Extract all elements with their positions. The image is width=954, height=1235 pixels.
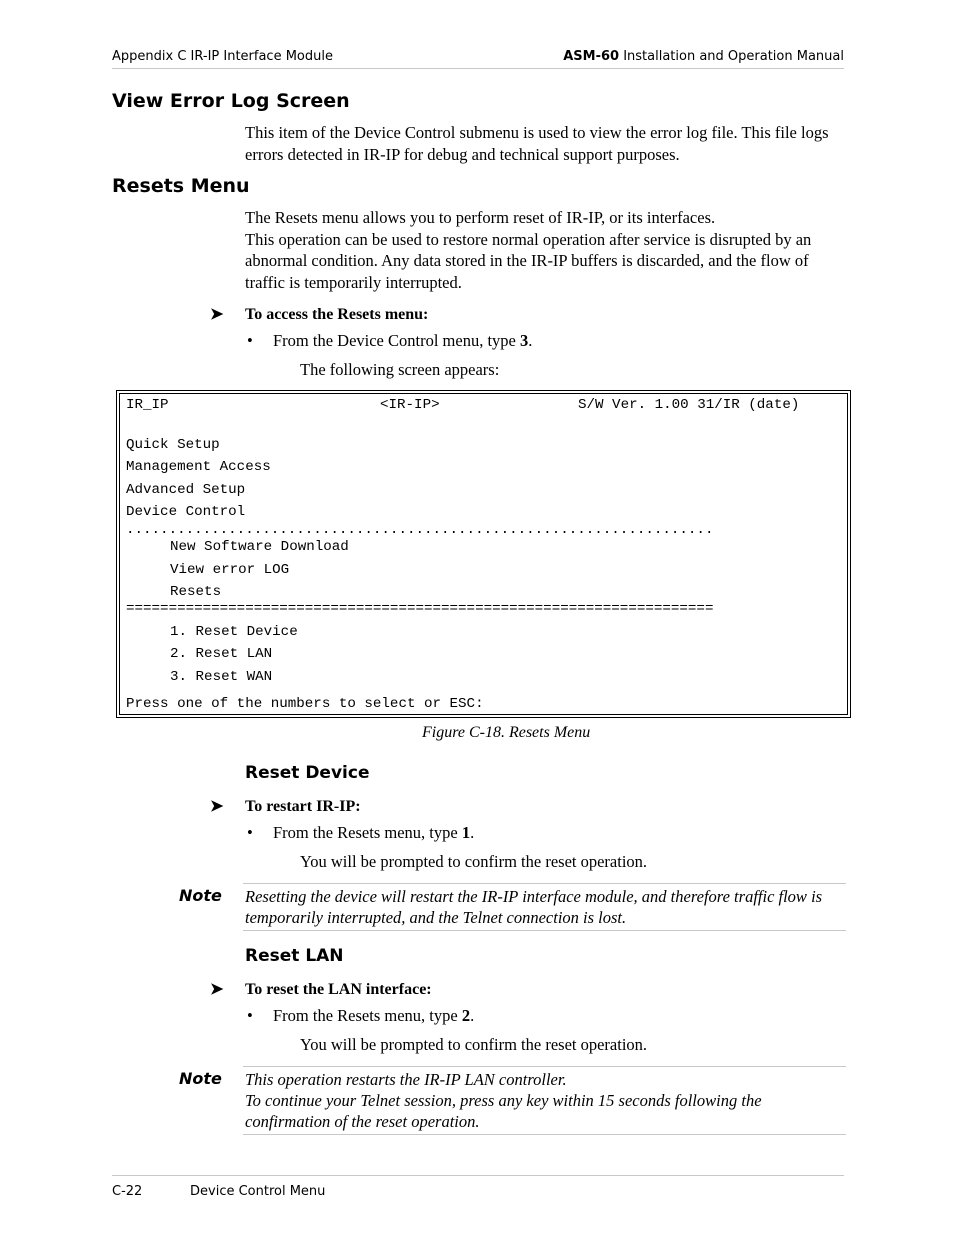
- resets-menu-heading: Resets Menu: [112, 175, 250, 197]
- arrow-icon: ➤: [210, 306, 224, 323]
- screen-prompt: Press one of the numbers to select or ESC:: [126, 696, 484, 712]
- screen-menu-item: Advanced Setup: [126, 482, 246, 498]
- reset-device-heading: Reset Device: [245, 763, 370, 783]
- screen-option: 3. Reset WAN: [170, 669, 273, 685]
- resets-menu-body-rest: This operation can be used to restore normal operation after service is disrupted by an abnormal condition. Any data stored in the IR-IP buffers is discarded, and the flow of traffic is temporarily interrupted.: [245, 229, 812, 292]
- screen-submenu-item: View error LOG: [170, 562, 290, 578]
- bullet-icon: •: [247, 823, 253, 842]
- procedure-title: To reset the LAN interface:: [245, 981, 432, 998]
- header-manual-rest: Installation and Operation Manual: [619, 49, 844, 64]
- note-line: This operation restarts the IR-IP LAN controller.: [245, 1070, 567, 1089]
- terminal-inner-frame: [119, 393, 848, 715]
- step-reset-lan: • From the Resets menu, type 2.: [247, 1006, 475, 1025]
- screen-option: 1. Reset Device: [170, 624, 298, 640]
- step-restart: • From the Resets menu, type 1.: [247, 823, 475, 842]
- screen-option: 2. Reset LAN: [170, 646, 273, 662]
- resets-menu-body-line1: The Resets menu allows you to perform reset of IR-IP, or its interfaces.: [245, 208, 716, 227]
- confirm-text: You will be prompted to confirm the reset operation.: [300, 852, 648, 871]
- header-product: ASM-60: [563, 49, 620, 64]
- terminal-screen: [116, 390, 851, 718]
- procedure-restart: [210, 796, 361, 816]
- header-manual-title: [563, 49, 844, 64]
- screen-double-separator: =====================================================================: [126, 601, 714, 617]
- screen-submenu-item: New Software Download: [170, 539, 349, 555]
- note-line: To continue your Telnet session, press any key within 15 seconds following the confirmation of the reset operation.: [245, 1091, 762, 1131]
- note-reset-lan: [243, 1066, 846, 1135]
- view-error-log-heading: View Error Log Screen: [112, 90, 350, 112]
- screen-menu-item: Quick Setup: [126, 437, 220, 453]
- reset-lan-heading: Reset LAN: [245, 946, 344, 966]
- page-footer: [112, 1175, 844, 1206]
- screen-submenu-item: Resets: [170, 584, 222, 600]
- following-screen-text: The following screen appears:: [300, 360, 500, 379]
- header-chapter: Appendix C IR-IP Interface Module: [112, 49, 333, 64]
- footer-section: Device Control Menu: [190, 1184, 326, 1199]
- arrow-icon: ➤: [210, 981, 224, 998]
- procedure-title: To access the Resets menu:: [245, 306, 429, 323]
- procedure-access-resets: [210, 304, 428, 324]
- bullet-icon: •: [247, 331, 253, 350]
- screen-header-right: S/W Ver. 1.00 31/IR (date): [578, 397, 800, 413]
- bullet-icon: •: [247, 1006, 253, 1025]
- confirm-text: You will be prompted to confirm the reset operation.: [300, 1035, 648, 1054]
- note-label: Note: [179, 1069, 222, 1088]
- procedure-title: To restart IR-IP:: [245, 798, 361, 815]
- note-reset-device: Resetting the device will restart the IR-IP interface module, and therefore traffic flow is temporarily interrupted, and the Telnet connection is lost.: [243, 883, 846, 931]
- screen-header-center: <IR-IP>: [380, 397, 440, 413]
- resets-menu-body: [245, 207, 845, 293]
- note-label: Note: [179, 886, 222, 905]
- view-error-log-body: This item of the Device Control submenu is used to view the error log file. This file logs errors detected in IR-IP for debug and technical support purposes.: [245, 123, 829, 164]
- screen-dotted-separator: .....................................................................: [126, 522, 714, 538]
- arrow-icon: ➤: [210, 798, 224, 815]
- page-header: [112, 48, 844, 69]
- step-access-resets: • From the Device Control menu, type 3.: [247, 331, 533, 350]
- screen-menu-item: Device Control: [126, 504, 246, 520]
- page-number: C-22: [112, 1184, 143, 1199]
- figure-caption: Figure C-18. Resets Menu: [422, 724, 591, 741]
- screen-header-left: IR_IP: [126, 397, 169, 413]
- procedure-reset-lan: [210, 979, 432, 999]
- screen-menu-item: Management Access: [126, 459, 271, 475]
